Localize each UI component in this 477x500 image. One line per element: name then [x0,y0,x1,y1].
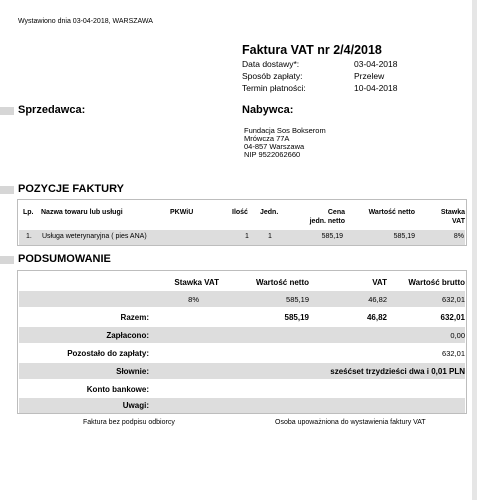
payment-method-label: Sposób zapłaty: [242,71,303,81]
payment-method-value: Przelew [354,71,385,81]
sum-total-gross: 632,01 [440,313,465,322]
invoice-title: Faktura VAT nr 2/4/2018 [242,43,382,57]
sum-rate: 8% [188,295,199,304]
items-heading: POZYCJE FAKTURY [18,183,124,195]
seller-section-marker [0,107,14,115]
sum-notes-label: Uwagi: [122,401,149,410]
buyer-name: Fundacja Sos Bokserom [244,126,326,135]
sum-total-label: Razem: [120,313,149,322]
sum-col-net: Wartość netto [255,278,309,287]
summary-paid-row [19,327,465,343]
sum-rate-gross: 632,01 [442,295,465,304]
col-lp: Lp. [23,209,34,216]
summary-words-row [19,363,465,379]
summary-section-marker [0,256,14,264]
delivery-date-value: 03-04-2018 [354,59,398,69]
row-price: 585,19 [321,233,343,240]
footer-recipient-note: Faktura bez podpisu odbiorcy [83,419,175,426]
col-vat-line1: Stawka [440,209,465,216]
summary-total-row [19,309,465,325]
items-section-marker [0,186,14,194]
summary-heading: PODSUMOWANIE [18,253,111,265]
issued-date: Wystawiono dnia 03-04-2018, WARSZAWA [18,18,153,25]
summary-notes-row [19,398,465,413]
summary-rate-row [19,291,465,307]
col-price-line2: jedn. netto [309,218,345,225]
col-vat-line2: VAT [452,218,465,225]
sum-paid-label: Zapłacono: [106,331,149,340]
sum-rate-net: 585,19 [286,295,309,304]
payment-due-value: 10-04-2018 [354,83,398,93]
buyer-street: Mrówcza 77A [244,134,290,143]
sum-total-net: 585,19 [284,313,309,322]
col-price-line1: Cena [327,209,345,216]
sum-words-value: sześćset trzydzieści dwa i 0,01 PLN [330,367,465,376]
sum-col-gross: Wartość brutto [408,278,465,287]
sum-remaining-value: 632,01 [442,349,465,358]
sum-total-vat: 46,82 [366,313,387,322]
col-net: Wartość netto [368,209,415,216]
items-table-header [19,200,465,229]
seller-heading: Sprzedawca: [18,104,86,116]
footer-authorized-note: Osoba upoważniona do wystawienia faktury VAT [275,419,426,426]
payment-due-label: Termin płatności: [242,83,306,93]
row-vat: 8% [453,233,464,240]
buyer-heading: Nabywca: [242,104,294,116]
col-qty: Ilość [232,209,248,216]
col-name: Nazwa towaru lub usługi [41,209,123,216]
buyer-city: 04-857 Warszawa [244,142,305,151]
col-pkwiu: PKWiU [170,209,194,216]
items-table [17,199,467,246]
page-right-edge [472,0,477,500]
sum-words-label: Słownie: [116,367,149,376]
summary-remaining-row [19,345,465,361]
col-unit: Jedn. [260,209,279,216]
summary-table [17,270,467,414]
delivery-date-label: Data dostawy*: [242,59,300,69]
row-name: Usługa weterynaryjna ( pies ANA) [42,233,147,240]
buyer-nip: NIP 9522062660 [244,150,301,159]
row-net: 585,19 [393,233,415,240]
sum-remaining-label: Pozostało do zapłaty: [67,349,149,358]
sum-rate-vat: 46,82 [368,295,387,304]
summary-header [19,274,465,290]
row-unit: 1 [268,233,272,240]
buyer-address [244,127,326,159]
sum-paid-value: 0,00 [450,331,465,340]
sum-col-rate: Stawka VAT [174,278,219,287]
summary-bank-row [19,381,465,397]
table-row [19,230,465,245]
row-qty: 1 [245,233,249,240]
sum-col-vat: VAT [372,278,387,287]
row-lp: 1. [26,233,32,240]
sum-bank-label: Konto bankowe: [86,385,149,394]
